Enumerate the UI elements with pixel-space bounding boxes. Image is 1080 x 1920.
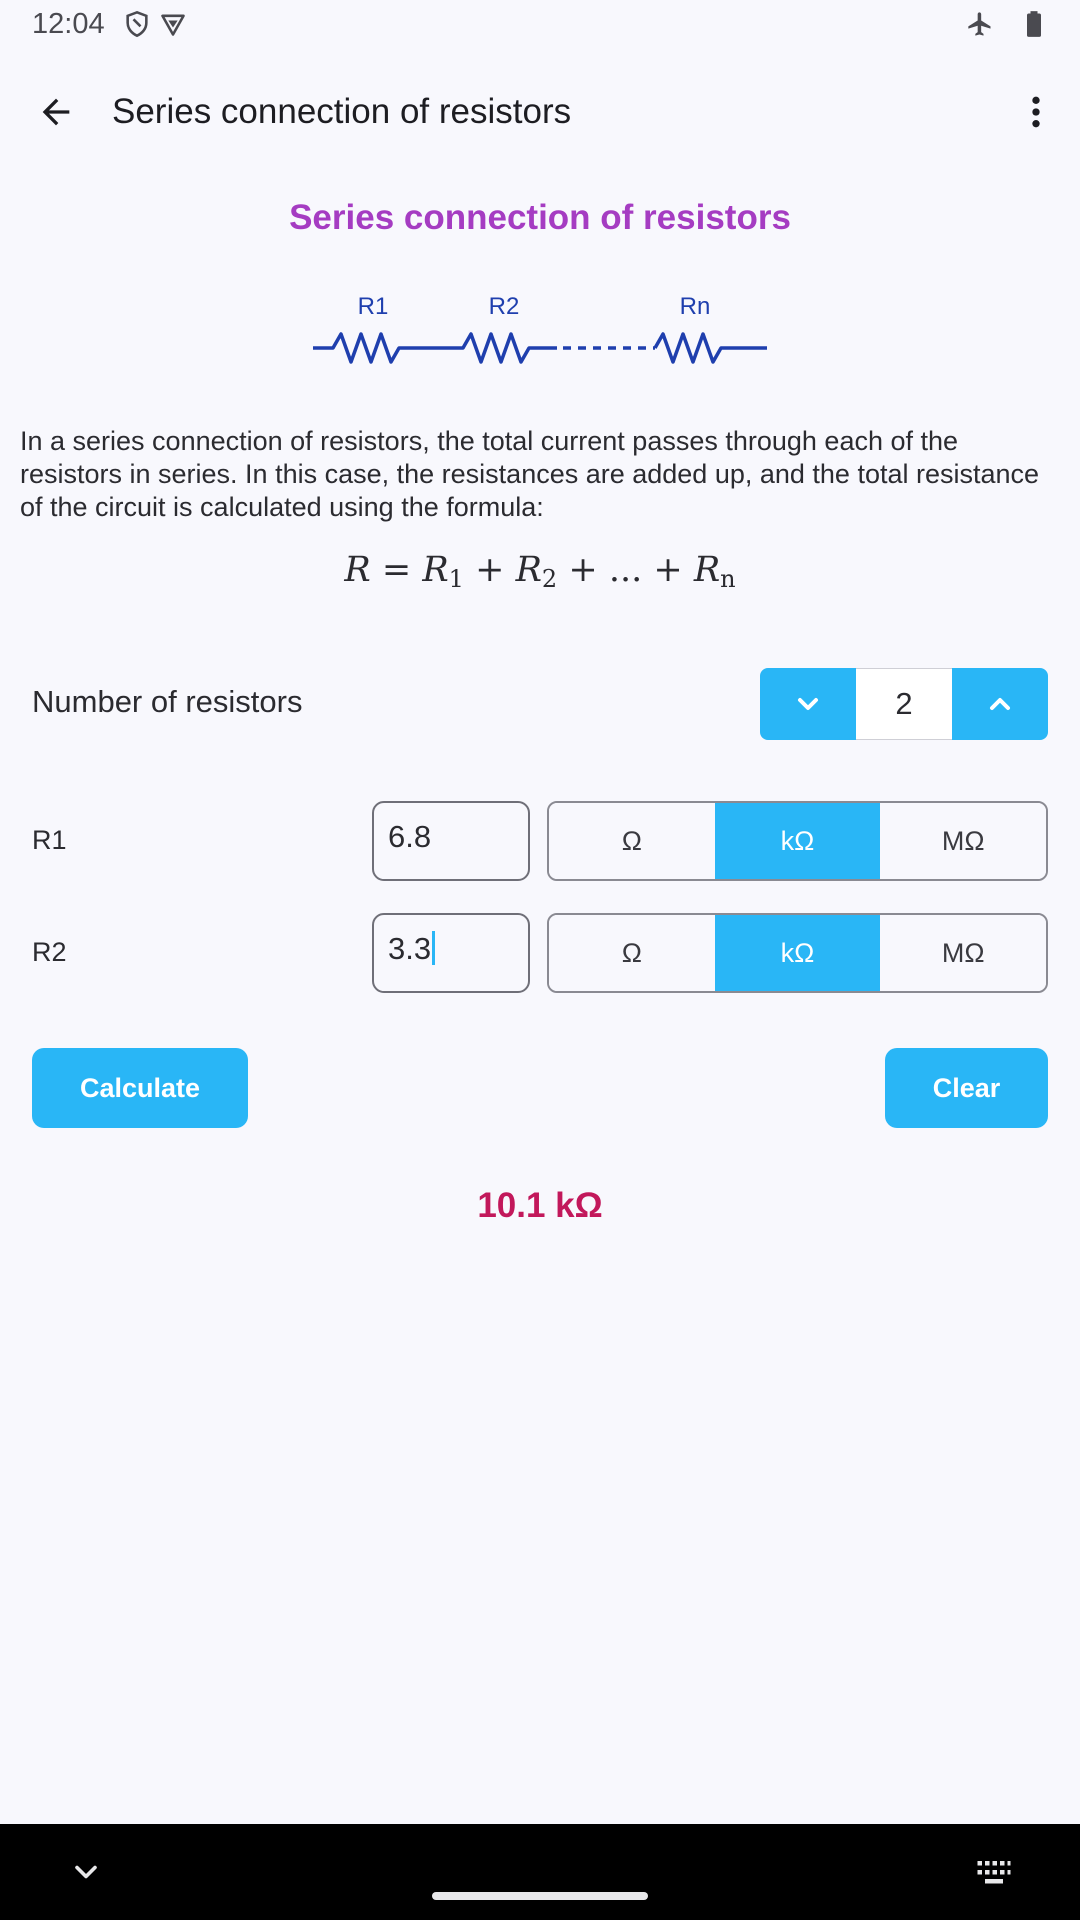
- resistor-row-r2: [0, 913, 1080, 993]
- more-options-button[interactable]: [992, 72, 1080, 152]
- resistor-label: R1: [32, 825, 67, 855]
- resistor-row-r1: [0, 801, 1080, 881]
- text-cursor: [432, 931, 435, 965]
- app-title: Series connection of resistors: [112, 92, 572, 131]
- chevron-up-icon: [984, 688, 1016, 720]
- resistor-count-label: Number of resistors: [32, 684, 303, 719]
- unit-option-ohm[interactable]: Ω: [549, 915, 715, 991]
- unit-option-kohm[interactable]: kΩ: [715, 915, 881, 991]
- home-handle[interactable]: [432, 1892, 648, 1900]
- shield-icon: [123, 10, 151, 38]
- unit-option-mohm[interactable]: MΩ: [880, 803, 1046, 879]
- airplane-icon: [966, 10, 994, 38]
- diagram-label-r1: R1: [357, 293, 389, 320]
- app-bar: [0, 72, 1080, 152]
- description-text: In a series connection of resistors, the total current passes through each of the resistors in series. In this case, the resistances are added up, and the total resistance of the circuit is calculated using the formula:: [20, 426, 1040, 522]
- resistor-wire: [313, 334, 767, 362]
- unit-selector-r1: [547, 801, 1048, 881]
- resistor-value-input-r1[interactable]: 6.8: [372, 801, 530, 881]
- diagram-label-r2: R2: [488, 293, 520, 320]
- chevron-down-icon: [792, 688, 824, 720]
- more-vert-icon: [1016, 92, 1056, 132]
- resistor-value-input-r2[interactable]: 3.3: [372, 913, 530, 993]
- unit-option-ohm[interactable]: Ω: [549, 803, 715, 879]
- back-arrow-icon: [36, 92, 76, 132]
- battery-icon: [1020, 10, 1048, 38]
- navigation-bar: [0, 1824, 1080, 1920]
- page-heading: Series connection of resistors: [289, 198, 791, 237]
- diagram-label-rn: Rn: [679, 293, 711, 320]
- status-bar: [0, 0, 1080, 48]
- resistor-count-stepper: [760, 668, 1048, 740]
- calculate-button[interactable]: Calculate: [32, 1048, 248, 1128]
- resistor-label: R2: [32, 937, 67, 967]
- keyboard-icon[interactable]: [976, 1858, 1012, 1888]
- formula: $R = R_1 + R_2$ + ... + $R_n$: [344, 550, 736, 593]
- back-button[interactable]: [0, 72, 112, 152]
- resistor-count-value: 2: [856, 668, 952, 740]
- series-resistor-diagram: [305, 290, 775, 370]
- chevron-down-icon[interactable]: [68, 1854, 104, 1890]
- unit-option-kohm[interactable]: kΩ: [715, 803, 881, 879]
- status-time: 12:04: [32, 7, 105, 40]
- vpn-icon: [159, 10, 187, 38]
- increment-button[interactable]: [952, 668, 1048, 740]
- result-value: 10.1 kΩ: [477, 1186, 603, 1225]
- unit-selector-r2: [547, 913, 1048, 993]
- clear-button[interactable]: Clear: [885, 1048, 1048, 1128]
- decrement-button[interactable]: [760, 668, 856, 740]
- unit-option-mohm[interactable]: MΩ: [880, 915, 1046, 991]
